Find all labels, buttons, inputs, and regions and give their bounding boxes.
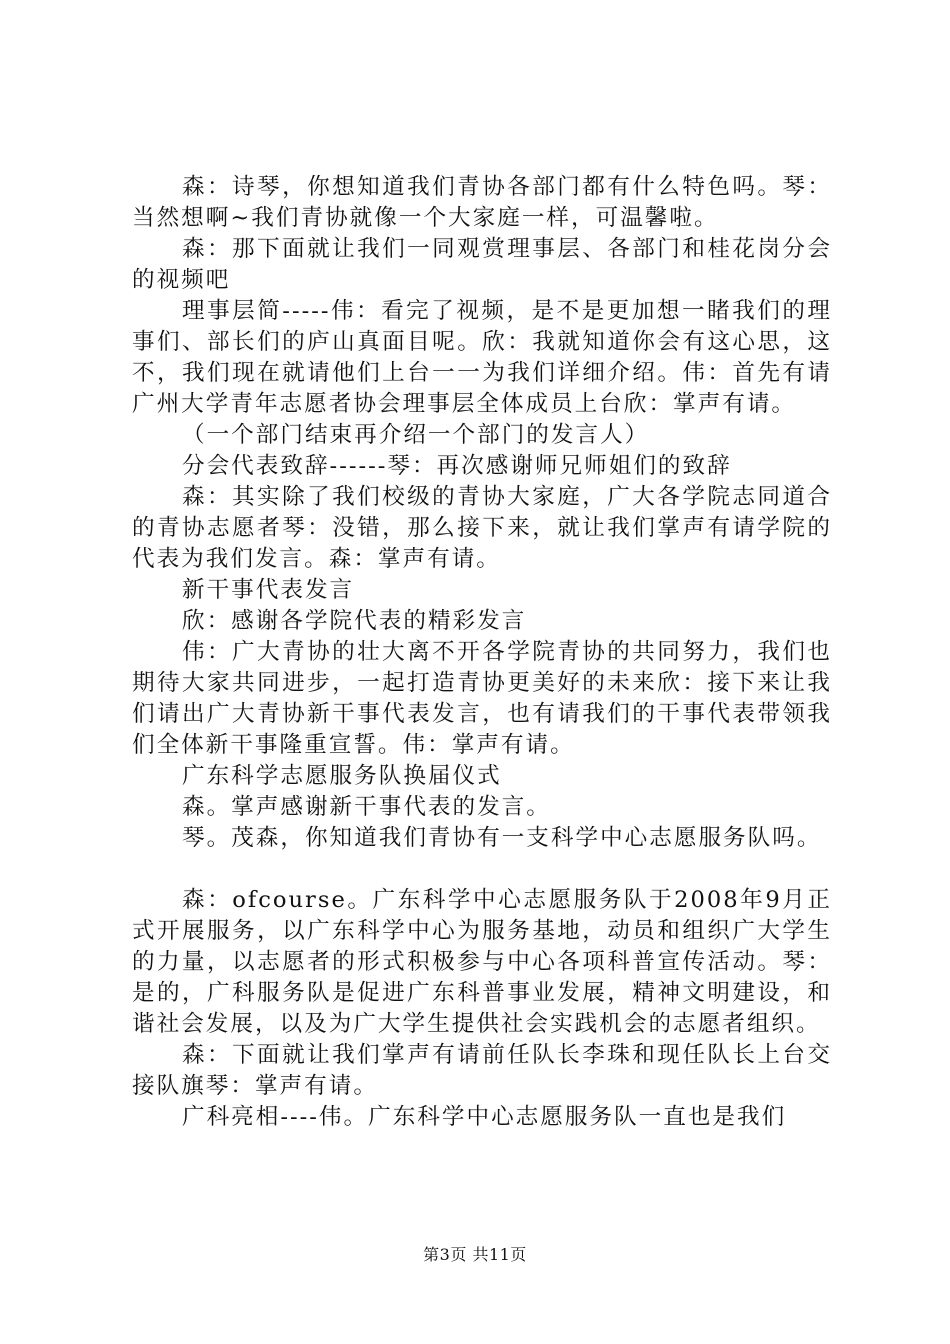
paragraph-gap [132, 854, 832, 885]
paragraph-9: 伟：广大青协的壮大离不开各学院青协的共同努力，我们也期待大家共同进步，一起打造青协更美好的未来欣：接下来让我们请出广大青协新干事代表发言，也有请我们的干事代表带领我们全体新干事隆重宣誓。伟：掌声有请。 [132, 639, 832, 758]
paragraph-13: 森：ofcourse。广东科学中心志愿服务队于2008年9月正式开展服务，以广东科学中心为服务基地，动员和组织广大学生的力量，以志愿者的形式积极参与中心各项科普宣传活动。琴：是的，广科服务队是促进广东科普事业发展，精神文明建设，和谐社会发展，以及为广大学生提供社会实践机会的志愿者组织。 [132, 887, 832, 1037]
paragraph-10: 广东科学志愿服务队换届仪式 [182, 763, 502, 789]
paragraph-11: 森。掌声感谢新干事代表的发言。 [182, 794, 551, 820]
document-body [132, 172, 832, 1133]
paragraph-6: 森：其实除了我们校级的青协大家庭，广大各学院志同道合的青协志愿者琴：没错，那么接下来，就让我们掌声有请学院的代表为我们发言。森：掌声有请。 [132, 484, 832, 572]
page-number-label: 第3页 共11页 [423, 1245, 527, 1264]
paragraph-5: 分会代表致辞------琴：再次感谢师兄师姐们的致辞 [182, 453, 732, 479]
paragraph-14: 森：下面就让我们掌声有请前任队长李珠和现任队长上台交接队旗琴：掌声有请。 [132, 1042, 832, 1099]
paragraph-12: 琴。茂森，你知道我们青协有一支科学中心志愿服务队吗。 [182, 825, 822, 851]
paragraph-1: 森：诗琴，你想知道我们青协各部门都有什么特色吗。琴：当然想啊~我们青协就像一个大家庭一样，可温馨啦。 [132, 174, 832, 231]
paragraph-7: 新干事代表发言 [182, 577, 355, 603]
paragraph-4: （一个部门结束再介绍一个部门的发言人） [182, 422, 650, 448]
paragraph-8: 欣：感谢各学院代表的精彩发言 [182, 608, 527, 634]
paragraph-3: 理事层简-----伟：看完了视频，是不是更加想一睹我们的理事们、部长们的庐山真面目呢。欣：我就知道你会有这心思，这不，我们现在就请他们上台一一为我们详细介绍。伟：首先有请广州大学青年志愿者协会理事层全体成员上台欣：掌声有请。 [132, 298, 832, 417]
page-footer [0, 1245, 950, 1265]
paragraph-2: 森：那下面就让我们一同观赏理事层、各部门和桂花岗分会的视频吧 [132, 236, 832, 293]
paragraph-15: 广科亮相----伟。广东科学中心志愿服务队一直也是我们 [182, 1104, 787, 1130]
